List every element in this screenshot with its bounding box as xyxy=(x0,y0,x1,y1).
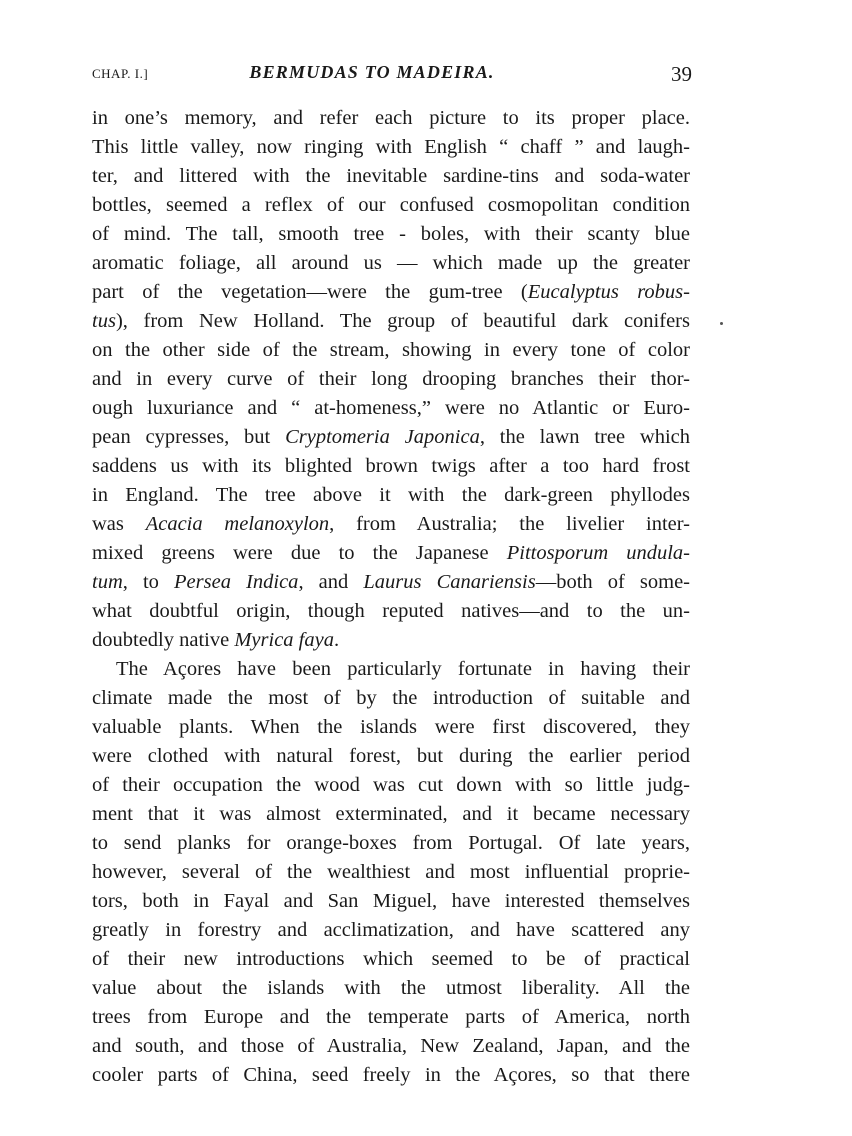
text-line xyxy=(92,452,690,481)
text-run: however, several of the wealthiest and most influential proprie- xyxy=(92,861,690,883)
text-run: what doubtful origin, though reputed natives—and to the un- xyxy=(92,600,690,622)
italic-text: tus xyxy=(92,310,116,332)
text-line xyxy=(92,220,690,249)
text-run: , and xyxy=(298,571,364,593)
text-run: trees from Europe and the temperate parts of America, north xyxy=(92,1006,690,1028)
text-run: and in every curve of their long drooping branches their thor- xyxy=(92,368,690,390)
text-line xyxy=(92,394,690,423)
text-run: ter, and littered with the inevitable sardine-tins and soda-water xyxy=(92,165,690,187)
text-run: , from Australia; the livelier inter- xyxy=(329,513,690,535)
text-run: —both of some- xyxy=(535,571,691,593)
text-run: bottles, seemed a reflex of our confused cosmopolitan condition xyxy=(92,194,690,216)
text-run: of mind. The tall, smooth tree - boles, with their scanty blue xyxy=(92,223,690,245)
text-run: cooler parts of China, seed freely in the Açores, so that there xyxy=(92,1064,690,1086)
text-line xyxy=(92,162,690,191)
text-line xyxy=(92,945,690,974)
text-line xyxy=(92,887,690,916)
text-run: value about the islands with the utmost liberality. All the xyxy=(92,977,690,999)
page-number: 39 xyxy=(671,62,692,86)
text-run: , to xyxy=(122,571,175,593)
text-run: in England. The tree above it with the dark-green phyllodes xyxy=(92,484,690,506)
text-run: climate made the most of by the introduction of suitable and xyxy=(92,687,690,709)
text-run: on the other side of the stream, showing in every tone of color xyxy=(92,339,690,361)
text-line xyxy=(92,858,690,887)
italic-text: Eucalyptus robus- xyxy=(527,281,690,303)
italic-text: Pittosporum undula- xyxy=(506,542,690,564)
text-line xyxy=(92,684,690,713)
text-run: part of the vegetation—were the gum-tree ( xyxy=(92,281,528,303)
margin-mark xyxy=(720,322,723,325)
text-run: doubtedly native xyxy=(92,629,235,651)
text-line xyxy=(92,191,690,220)
text-run: and south, and those of Australia, New Zealand, Japan, and the xyxy=(92,1035,690,1057)
text-run: This little valley, now ringing with English “ chaff ” and laugh- xyxy=(92,136,690,158)
text-run: of their new introductions which seemed to be of practical xyxy=(92,948,690,970)
text-line xyxy=(92,510,690,539)
text-line xyxy=(92,104,690,133)
text-line xyxy=(92,539,690,568)
text-run: ), from New Holland. The group of beautiful dark conifers xyxy=(115,310,690,332)
text-run: ough luxuriance and “ at-homeness,” were no Atlantic or Euro- xyxy=(92,397,690,419)
text-line xyxy=(92,800,690,829)
text-line xyxy=(92,249,690,278)
text-line xyxy=(92,771,690,800)
text-run: aromatic foliage, all around us — which made up the greater xyxy=(92,252,690,274)
text-line xyxy=(92,423,690,452)
text-line xyxy=(92,597,690,626)
text-line xyxy=(92,829,690,858)
italic-text: Acacia melanoxylon xyxy=(145,513,330,535)
text-run: in one’s memory, and refer each picture to its proper place. xyxy=(92,107,690,129)
text-line xyxy=(92,626,690,655)
body-text xyxy=(92,104,690,1090)
italic-text: Persea Indica xyxy=(174,571,299,593)
text-run: valuable plants. When the islands were first discovered, they xyxy=(92,716,690,738)
text-line xyxy=(92,713,690,742)
text-run: of their occupation the wood was cut down with so little judg- xyxy=(92,774,690,796)
text-line xyxy=(92,568,690,597)
text-run: were clothed with natural forest, but during the earlier period xyxy=(92,745,690,767)
text-run: greatly in forestry and acclimatization, and have scattered any xyxy=(92,919,690,941)
italic-text: Cryptomeria Japonica xyxy=(285,426,480,448)
running-header xyxy=(92,62,692,92)
text-line xyxy=(92,916,690,945)
text-run: saddens us with its blighted brown twigs after a too hard frost xyxy=(92,455,690,477)
text-line xyxy=(92,365,690,394)
chapter-label: CHAP. I.] xyxy=(92,66,149,81)
text-line xyxy=(92,481,690,510)
text-run: ment that it was almost exterminated, and it became necessary xyxy=(92,803,690,825)
text-line xyxy=(92,974,690,1003)
text-run: to send planks for orange-boxes from Portugal. Of late years, xyxy=(92,832,690,854)
running-title: BERMUDAS TO MADEIRA. xyxy=(249,62,495,82)
text-run: tors, both in Fayal and San Miguel, have interested themselves xyxy=(92,890,690,912)
text-line xyxy=(92,278,690,307)
text-line xyxy=(92,1003,690,1032)
text-line xyxy=(92,742,690,771)
text-run: , the lawn tree which xyxy=(479,426,690,448)
italic-text: tum xyxy=(92,571,123,593)
text-line xyxy=(92,1032,690,1061)
text-run: mixed greens were due to the Japanese xyxy=(92,542,507,564)
text-line xyxy=(92,133,690,162)
text-line xyxy=(92,1061,690,1090)
text-line xyxy=(92,307,690,336)
text-run: . xyxy=(333,629,340,651)
text-line xyxy=(92,655,690,684)
text-run: The Açores have been particularly fortunate in having their xyxy=(116,658,690,680)
text-run: was xyxy=(92,513,146,535)
italic-text: Myrica faya xyxy=(234,629,334,651)
text-run: pean cypresses, but xyxy=(92,426,286,448)
italic-text: Laurus Canariensis xyxy=(363,571,536,593)
text-line xyxy=(92,336,690,365)
